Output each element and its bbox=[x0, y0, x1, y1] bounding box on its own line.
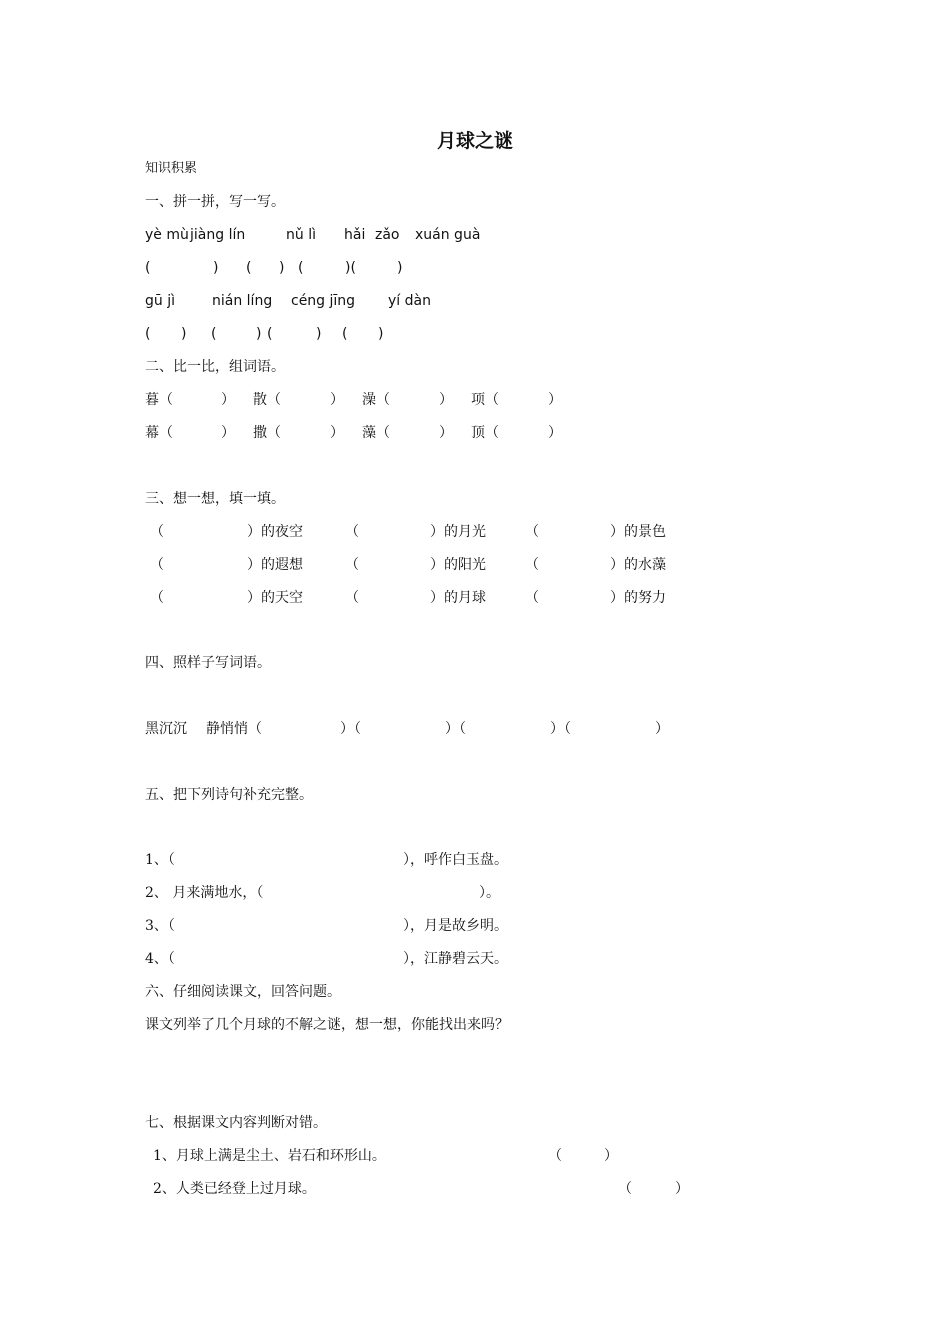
bracket: （ bbox=[618, 1181, 632, 1197]
poem-item-3 bbox=[145, 915, 645, 937]
bracket: ） bbox=[439, 425, 453, 441]
fill-phrase: ）的月光 bbox=[430, 524, 486, 540]
bracket: ( bbox=[267, 326, 273, 342]
page-title: 月球之谜 bbox=[436, 130, 513, 152]
pinyin-row-1 bbox=[145, 224, 645, 246]
pinyin-word: xuán guà bbox=[415, 227, 481, 243]
poem-prefix: 2、 月来满地水，（ bbox=[145, 885, 264, 901]
compare-char: 藻（ bbox=[362, 425, 390, 441]
section-5-heading: 五、把下列诗句补充完整。 bbox=[145, 787, 313, 803]
section-4-heading: 四、照样子写词语。 bbox=[145, 655, 271, 671]
bracket: ） bbox=[330, 425, 344, 441]
fill-phrase: ）的阳光 bbox=[430, 557, 486, 573]
bracket: ） bbox=[604, 1148, 618, 1164]
compare-char: 暮（ bbox=[145, 392, 173, 408]
compare-row-1 bbox=[145, 389, 645, 411]
true-false-item-2 bbox=[145, 1178, 705, 1200]
bracket: ) bbox=[181, 326, 187, 342]
poem-prefix: 4、（ bbox=[145, 951, 175, 967]
true-false-item-1 bbox=[145, 1145, 705, 1167]
bracket: ） bbox=[675, 1181, 689, 1197]
fill-phrase: ）的水藻 bbox=[610, 557, 666, 573]
poem-suffix: ），呼作白玉盘。 bbox=[403, 852, 508, 868]
bracket: ） bbox=[330, 392, 344, 408]
bracket: ） bbox=[221, 392, 235, 408]
answer-brackets-row-2 bbox=[145, 323, 645, 345]
bracket: ( bbox=[298, 260, 304, 276]
fill-row-2 bbox=[145, 554, 705, 576]
fill-phrase: ）的夜空 bbox=[247, 524, 303, 540]
reading-question: 课文列举了几个月球的不解之谜，想一想，你能找出来吗？ bbox=[145, 1017, 509, 1033]
section-3-heading: 三、想一想，填一填。 bbox=[145, 491, 285, 507]
pinyin-word: jiàng lín bbox=[190, 227, 246, 243]
fill-phrase: ）的景色 bbox=[610, 524, 666, 540]
compare-row-2 bbox=[145, 422, 645, 444]
bracket: （ bbox=[345, 557, 359, 573]
bracket: ) bbox=[378, 326, 384, 342]
bracket: （ bbox=[525, 524, 539, 540]
compare-char: 项（ bbox=[471, 392, 499, 408]
bracket: ）（ bbox=[340, 721, 361, 737]
poem-suffix: ）。 bbox=[479, 885, 500, 901]
section-7-heading: 七、根据课文内容判断对错。 bbox=[145, 1115, 327, 1131]
statement-text: 2、人类已经登上过月球。 bbox=[153, 1181, 316, 1197]
fill-phrase: ）的天空 bbox=[247, 590, 303, 606]
bracket: ( bbox=[246, 260, 252, 276]
bracket: （ bbox=[548, 1148, 562, 1164]
bracket: ( bbox=[145, 326, 151, 342]
compare-char: 散（ bbox=[253, 392, 281, 408]
poem-item-4 bbox=[145, 948, 645, 970]
bracket: ） bbox=[548, 425, 562, 441]
bracket: ) bbox=[279, 260, 285, 276]
statement-text: 1、月球上满是尘土、岩石和环形山。 bbox=[153, 1148, 386, 1164]
bracket: ） bbox=[655, 721, 669, 737]
pinyin-word: gū jì bbox=[145, 293, 175, 309]
poem-suffix: ），月是故乡明。 bbox=[403, 918, 508, 934]
pinyin-word: yè mù bbox=[145, 227, 189, 243]
pinyin-word: yí dàn bbox=[388, 293, 431, 309]
bracket: ( bbox=[342, 326, 348, 342]
bracket: ( bbox=[145, 260, 151, 276]
pinyin-word: hǎi bbox=[344, 227, 366, 243]
fill-phrase: ）的努力 bbox=[610, 590, 666, 606]
bracket: )( bbox=[345, 260, 356, 276]
bracket: ( bbox=[211, 326, 217, 342]
poem-prefix: 1、（ bbox=[145, 852, 175, 868]
bracket: ) bbox=[316, 326, 322, 342]
example-word: 静悄悄（ bbox=[206, 721, 262, 737]
section-label: 知识积累 bbox=[145, 161, 198, 176]
poem-item-2 bbox=[145, 882, 645, 904]
poem-prefix: 3、（ bbox=[145, 918, 175, 934]
poem-suffix: ），江静碧云天。 bbox=[403, 951, 508, 967]
bracket: （ bbox=[150, 590, 164, 606]
pinyin-word: zǎo bbox=[375, 227, 400, 243]
compare-char: 撒（ bbox=[253, 425, 281, 441]
section-2-heading: 二、比一比，组词语。 bbox=[145, 359, 285, 375]
bracket: ）（ bbox=[445, 721, 466, 737]
bracket: ） bbox=[221, 425, 235, 441]
section-1-heading: 一、拼一拼，写一写。 bbox=[145, 194, 285, 210]
fill-phrase: ）的月球 bbox=[430, 590, 486, 606]
bracket: ) bbox=[397, 260, 403, 276]
section-6-heading: 六、仔细阅读课文，回答问题。 bbox=[145, 984, 341, 1000]
bracket: （ bbox=[345, 524, 359, 540]
pinyin-word: céng jīng bbox=[291, 293, 356, 309]
pinyin-word: nǔ lì bbox=[286, 227, 316, 243]
bracket: ) bbox=[213, 260, 219, 276]
bracket: （ bbox=[150, 557, 164, 573]
answer-brackets-row-1 bbox=[145, 257, 645, 279]
fill-row-1 bbox=[145, 521, 705, 543]
compare-char: 顶（ bbox=[471, 425, 499, 441]
bracket: （ bbox=[150, 524, 164, 540]
fill-phrase: ）的遐想 bbox=[247, 557, 303, 573]
bracket: （ bbox=[525, 557, 539, 573]
fill-row-3 bbox=[145, 587, 705, 609]
bracket: ） bbox=[548, 392, 562, 408]
compare-char: 澡（ bbox=[362, 392, 390, 408]
word-pattern-row bbox=[145, 718, 705, 740]
bracket: ） bbox=[439, 392, 453, 408]
example-word: 黑沉沉 bbox=[145, 721, 187, 737]
pinyin-word: nián líng bbox=[212, 293, 273, 309]
bracket: （ bbox=[345, 590, 359, 606]
compare-char: 幕（ bbox=[145, 425, 173, 441]
pinyin-row-2 bbox=[145, 290, 645, 312]
bracket: ）（ bbox=[550, 721, 571, 737]
bracket: （ bbox=[525, 590, 539, 606]
poem-item-1 bbox=[145, 849, 645, 871]
bracket: ) bbox=[256, 326, 262, 342]
